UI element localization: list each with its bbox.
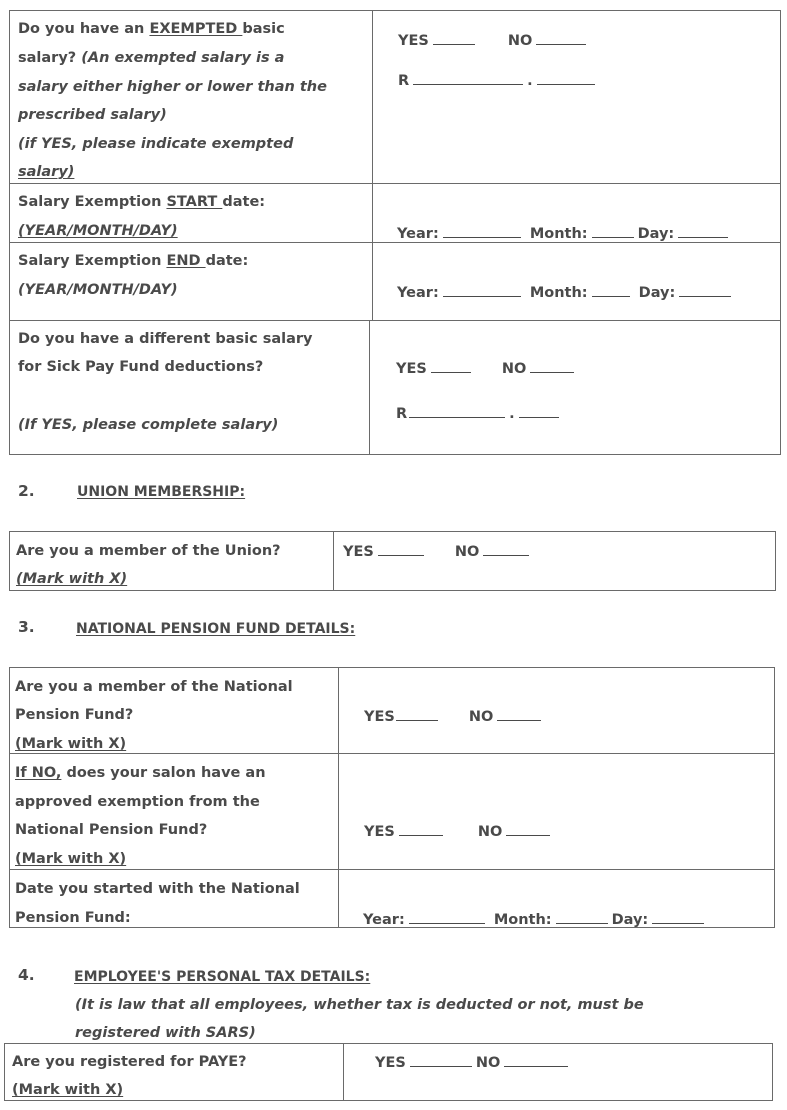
start-date-format: (YEAR/MONTH/DAY): [18, 223, 178, 239]
pension-day-field[interactable]: [652, 911, 704, 924]
start-date-label: Salary Exemption START date:: [18, 194, 266, 210]
section-title: NATIONAL PENSION FUND DETAILS:: [76, 621, 356, 637]
union-mark-instruction: (Mark with X): [16, 571, 128, 587]
sick-cents-field[interactable]: [519, 405, 559, 418]
exempted-question-line1: Do you have an EXEMPTED basic: [18, 21, 285, 37]
exempted-yes-field[interactable]: [433, 32, 475, 45]
start-date-fields: Year: Month: Day:: [397, 225, 732, 243]
start-day-field[interactable]: [678, 225, 728, 238]
pension-exemption-line3: National Pension Fund?: [15, 822, 208, 838]
section-title: EMPLOYEE'S PERSONAL TAX DETAILS:: [74, 969, 371, 985]
pension-start-line1: Date you started with the National: [15, 881, 300, 897]
salary-table-divider-lower: [369, 320, 370, 455]
exempted-amount: R .: [398, 72, 599, 90]
salary-table-divider: [372, 10, 373, 320]
pension-row-separator: [9, 869, 775, 870]
exempted-question-line2: salary? (An exempted salary is a: [18, 50, 285, 66]
start-year-field[interactable]: [443, 225, 521, 238]
pension-exemption-line1: If NO, does your salon have an: [15, 765, 266, 781]
exempted-cents-field[interactable]: [537, 72, 595, 85]
tax-mark-instruction: (Mark with X): [12, 1082, 124, 1098]
exempted-question-line5: (if YES, please indicate exempted: [18, 136, 294, 152]
end-date-format: (YEAR/MONTH/DAY): [18, 282, 178, 298]
tax-yes-no: YES NO: [375, 1054, 572, 1072]
pension-member-yes-no: YES NO: [364, 708, 545, 726]
end-date-label: Salary Exemption END date:: [18, 253, 249, 269]
pension-exemption-yes-field[interactable]: [399, 823, 443, 836]
sick-pay-instruction: (If YES, please complete salary): [18, 417, 279, 433]
tax-note-line1: (It is law that all employees, whether tax is deducted or not, must be: [75, 997, 644, 1013]
union-no-field[interactable]: [483, 543, 529, 556]
exempted-no-field[interactable]: [536, 32, 586, 45]
exempted-question-line3: salary either higher or lower than the: [18, 79, 327, 95]
sick-pay-question-line1: Do you have a different basic salary: [18, 331, 313, 347]
pension-start-fields: Year: Month: Day:: [363, 911, 708, 929]
exempted-yes-no: YES NO: [398, 32, 590, 50]
salary-row-separator: [9, 320, 781, 321]
salary-row-separator: [9, 183, 781, 184]
pension-start-line2: Pension Fund:: [15, 910, 131, 926]
section-number: 2.: [18, 482, 35, 500]
section-number: 4.: [18, 966, 35, 984]
tax-yes-field[interactable]: [410, 1054, 472, 1067]
section-title: UNION MEMBERSHIP:: [77, 484, 246, 500]
tax-question: Are you registered for PAYE?: [12, 1054, 247, 1070]
pension-row-separator: [9, 753, 775, 754]
sick-no-field[interactable]: [530, 360, 574, 373]
tax-table-divider: [343, 1043, 344, 1101]
sick-pay-amount: R .: [396, 405, 563, 423]
exempted-question-line6: salary): [18, 164, 75, 180]
section-number: 3.: [18, 618, 35, 636]
pension-yes-field[interactable]: [396, 708, 438, 721]
pension-table-divider: [338, 667, 339, 928]
sick-pay-yes-no: YES NO: [396, 360, 578, 378]
pension-exemption-no-field[interactable]: [506, 823, 550, 836]
union-question: Are you a member of the Union?: [16, 543, 281, 559]
end-month-field[interactable]: [592, 284, 630, 297]
end-date-fields: Year: Month: Day:: [397, 284, 735, 302]
pension-year-field[interactable]: [409, 911, 485, 924]
tax-note-line2: registered with SARS): [75, 1025, 256, 1041]
end-year-field[interactable]: [443, 284, 521, 297]
pension-exemption-yes-no: YES NO: [364, 823, 554, 841]
union-yes-field[interactable]: [378, 543, 424, 556]
pension-mark-instruction: (Mark with X): [15, 736, 127, 752]
union-yes-no: YES NO: [343, 543, 533, 561]
sick-pay-question-line2: for Sick Pay Fund deductions?: [18, 359, 264, 375]
union-table-divider: [333, 531, 334, 591]
pension-question-line1: Are you a member of the National: [15, 679, 293, 695]
exempted-question-line4: prescribed salary): [18, 107, 167, 123]
sick-rand-field[interactable]: [409, 405, 505, 418]
pension-month-field[interactable]: [556, 911, 608, 924]
end-day-field[interactable]: [679, 284, 731, 297]
tax-no-field[interactable]: [504, 1054, 568, 1067]
pension-exemption-mark: (Mark with X): [15, 851, 127, 867]
pension-no-field[interactable]: [497, 708, 541, 721]
exempted-rand-field[interactable]: [413, 72, 523, 85]
pension-exemption-line2: approved exemption from the: [15, 794, 260, 810]
sick-yes-field[interactable]: [431, 360, 471, 373]
start-month-field[interactable]: [592, 225, 634, 238]
pension-question-line2: Pension Fund?: [15, 707, 134, 723]
